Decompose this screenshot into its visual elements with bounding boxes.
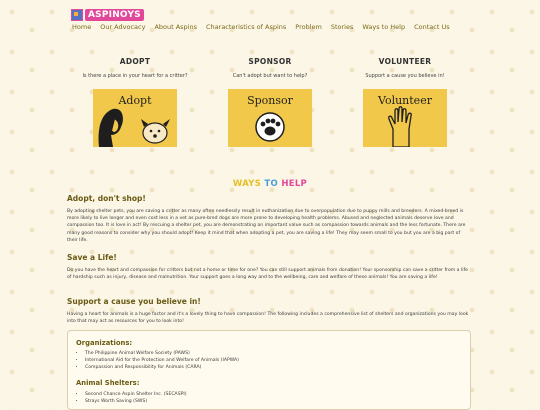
- shelter-item[interactable]: • Second Chance Aspin Shelter Inc. (SECASPI): [85, 391, 187, 398]
- sponsor-image[interactable]: [228, 89, 312, 147]
- sponsor-image-label: Sponsor: [247, 94, 293, 107]
- ways-word-2: TO: [261, 179, 282, 189]
- ways-to-help-heading: [0, 179, 540, 189]
- nav-ways-to-help[interactable]: Ways to Help: [362, 23, 406, 31]
- main-nav: [72, 23, 459, 31]
- adopt-section-title: Adopt, don't shop!: [67, 194, 146, 203]
- nav-stories[interactable]: Stories: [330, 23, 354, 31]
- ways-word-3: HELP: [281, 179, 308, 189]
- ways-word-1: WAYS: [232, 179, 262, 189]
- volunteer-image[interactable]: [363, 89, 447, 147]
- resources-box: [67, 330, 471, 410]
- organization-item[interactable]: • International Aid for the Protection and Welfare of Animals (IAPWA): [85, 357, 239, 364]
- sponsor-title: SPONSOR: [248, 57, 292, 66]
- adopt-title: ADOPT: [119, 57, 151, 66]
- nav-our-advocacy[interactable]: Our Advocacy: [100, 23, 146, 31]
- adopt-subtitle: Is there a place in your heart for a critter?: [82, 73, 188, 79]
- nav-about-aspins[interactable]: About Aspins: [154, 23, 197, 31]
- sponsor-subtitle: Can't adopt but want to help?: [232, 73, 308, 79]
- organizations-heading: Organizations:: [76, 339, 133, 347]
- organizations-list: [76, 350, 239, 371]
- adopt-section-text: By adopting shelter pets, you are saving a critter as many often needlessly result in euthanization due to overpopulation due to puppy mills and breeders. A mixed-breed is more likely to live longer and even cost less in a vet as pure-bred dogs are more prone to developing health problems. Abused and neglected animals deserve love and compassion too. It is love in act! By rescuing a shelter pet, you are demonstrating an important value such as compassion towards animals and the less fortunate. There are many good reasons to consider why you should adopt! Keep it mind that when adopting a pet, you are saving a life! They may seem small to you but you are a big part of their life.: [67, 209, 466, 243]
- sponsor-card: [215, 57, 325, 147]
- nav-contact-us[interactable]: Contact Us: [414, 23, 450, 31]
- brand-name: ASPINOYS: [85, 9, 144, 21]
- support-cause-title: Support a cause you believe in!: [67, 297, 201, 306]
- adopt-card: [80, 57, 190, 147]
- shelter-item[interactable]: • Strays Worth Saving (SWS): [85, 398, 187, 405]
- logo-icon: [71, 9, 83, 21]
- nav-characteristics[interactable]: Characteristics of Aspins: [206, 23, 287, 31]
- save-life-text: Do you have the heart and compassion for critters but not a home or time for one? You can still support animals from donation! Your sponsorship can save a critter from a life of hardship such as injury, disease and malnutrition. Your support goes a long way and to the wellbeing, care and welfare of these animals! You are saving a life!: [67, 268, 468, 281]
- volunteer-subtitle: Support a cause you believe in!: [365, 73, 445, 79]
- nav-home[interactable]: Home: [72, 23, 92, 31]
- volunteer-image-label: Volunteer: [378, 94, 432, 107]
- nav-problem[interactable]: Problem: [295, 23, 322, 31]
- shelters-list: [76, 391, 187, 405]
- save-life-title: Save a Life!: [67, 253, 117, 262]
- organization-item[interactable]: • Compassion and Responsibility for Animals (CARA): [85, 364, 239, 371]
- support-cause-text: Having a heart for animals is a huge factor and it's a lovely thing to have compassion! The following includes a comprehensive list of shelters and organizations you may look into that may act as resources for you to look into!: [67, 312, 469, 325]
- volunteer-card: [350, 57, 460, 147]
- adopt-image-label: Adopt: [118, 94, 152, 107]
- volunteer-title: VOLUNTEER: [378, 57, 432, 66]
- brand-logo[interactable]: [71, 8, 144, 21]
- shelters-heading: Animal Shelters:: [76, 379, 140, 387]
- adopt-image[interactable]: [93, 89, 177, 147]
- organization-item[interactable]: • The Philippine Animal Welfare Society (PAWS): [85, 350, 239, 357]
